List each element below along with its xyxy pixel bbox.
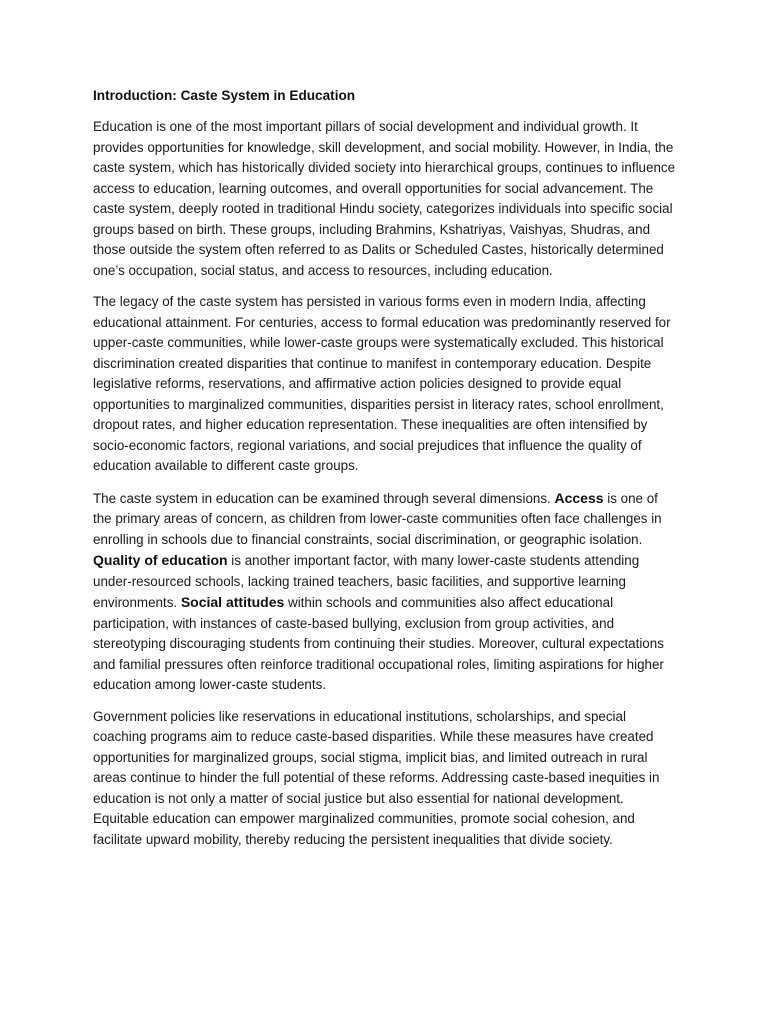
- paragraph-intro: Education is one of the most important pillars of social development and individual growth. It provides opportunities for knowledge, skill development, and social mobility. However, in India, the caste system, which has historically divided society into hierarchical groups, continues to influence access to education, learning outcomes, and overall opportunities for social advancement. The caste system, deeply rooted in traditional Hindu society, categorizes individuals into specific social groups based on birth. These groups, including Brahmins, Kshatriyas, Vaishyas, Shudras, and those outside the system often referred to as Dalits or Scheduled Castes, historically determined one’s occupation, social status, and access to resources, including education.: [93, 119, 676, 278]
- keyword-social-attitudes: Social attitudes: [180, 594, 285, 610]
- paragraph-dimensions-text-1: The caste system in education can be examined through several dimensions.: [93, 490, 555, 506]
- paragraph-dimensions-text-2: is one of the primary areas of concern, as children from lower-caste communities often face challenges in enrolling in schools due to financial constraints, social discrimination, or geographic isolation.: [93, 490, 662, 547]
- keyword-quality-of-education: Quality of education: [93, 552, 228, 568]
- paragraph-dimensions-text-4: within schools and communities also affect educational participation, with instances of caste-based bullying, exclusion from group activities, and stereotyping discouraging students from continuing their studies. Moreover, cultural expectations and familial pressures often reinforce traditional occupational roles, limiting aspirations for higher education among lower-caste students.: [93, 595, 664, 692]
- keyword-access: Access: [554, 489, 604, 506]
- document-body: [93, 86, 676, 861]
- paragraph-legacy: The legacy of the caste system has persisted in various forms even in modern India, affecting educational attainment. For centuries, access to formal education was predominantly reserved for upper-caste communities, while lower-caste groups were systematically excluded. This historical discrimination created disparities that continue to manifest in contemporary education. Despite legislative reforms, reservations, and affirmative action policies designed to provide equal opportunities to marginalized communities, disparities persist in literacy rates, school enrollment, dropout rates, and higher education representation. These inequalities are often intensified by socio-economic factors, regional variations, and social prejudices that influence the quality of education available to different caste groups.: [93, 294, 671, 473]
- paragraph-dimensions: [93, 488, 676, 696]
- paragraph-dimensions-text-3: is another important factor, with many lower-caste students attending under-resourced schools, lacking trained teachers, basic facilities, and supportive learning environments.: [93, 553, 640, 610]
- document-heading: Introduction: Caste System in Education: [93, 88, 356, 103]
- paragraph-policies: Government policies like reservations in educational institutions, scholarships, and special coaching programs aim to reduce caste-based disparities. While these measures have created opportunities for marginalized groups, social stigma, implicit bias, and limited outreach in rural areas continue to hinder the full potential of these reforms. Addressing caste-based inequities in education is not only a matter of social justice but also essential for national development. Equitable education can empower marginalized communities, promote social cohesion, and facilitate upward mobility, thereby reducing the persistent inequalities that divide society.: [93, 708, 660, 847]
